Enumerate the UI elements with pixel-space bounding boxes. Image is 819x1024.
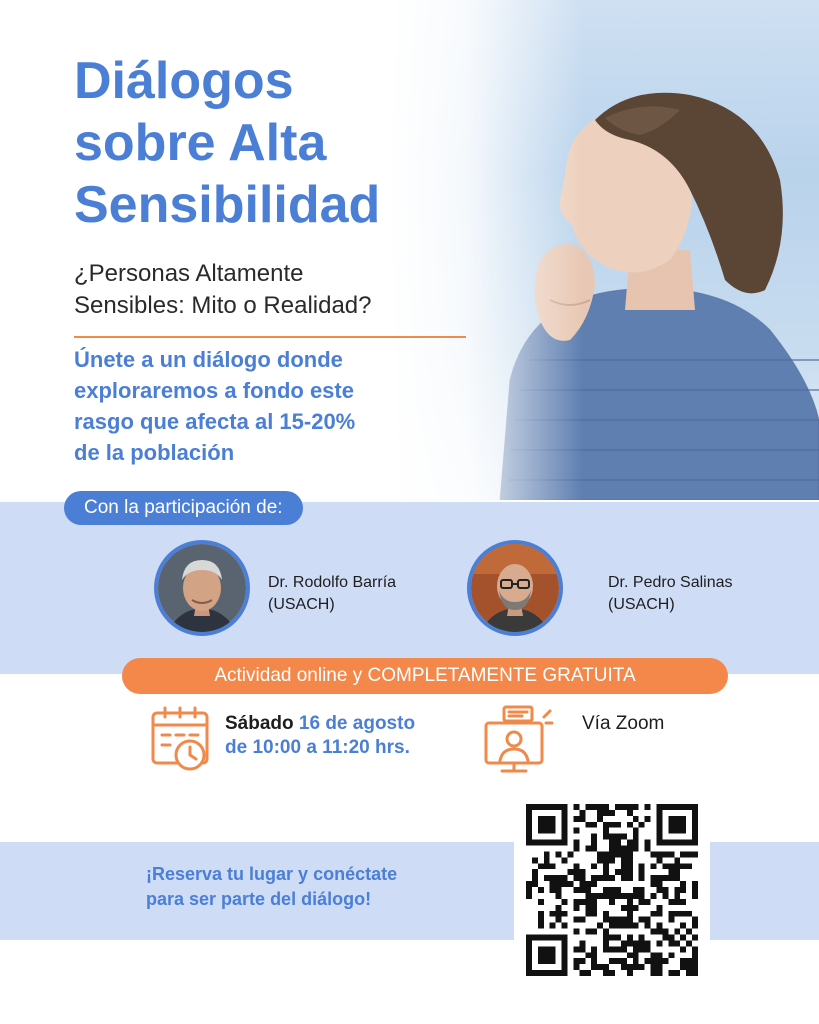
title-line-2: sobre Alta bbox=[74, 114, 327, 172]
free-activity-badge: Actividad online y COMPLETAMENTE GRATUITA bbox=[122, 658, 728, 694]
event-date bbox=[225, 712, 465, 760]
cta-line-2: para ser parte del diálogo! bbox=[146, 889, 372, 909]
divider bbox=[74, 336, 466, 338]
event-intro bbox=[74, 344, 474, 468]
event-day: Sábado bbox=[225, 713, 294, 734]
intro-line-4: de la población bbox=[74, 440, 235, 465]
title-line-3: Sensibilidad bbox=[74, 176, 381, 234]
subtitle-line-1: ¿Personas Altamente bbox=[74, 260, 304, 287]
video-call-icon bbox=[482, 703, 554, 780]
event-date-value: 16 de agosto bbox=[298, 713, 416, 734]
speaker-2-avatar bbox=[467, 540, 563, 636]
speaker-1-avatar bbox=[154, 540, 250, 636]
speaker-1-info bbox=[268, 572, 396, 616]
event-subtitle bbox=[74, 258, 474, 322]
title-line-1: Diálogos bbox=[74, 52, 294, 110]
calendar-clock-icon bbox=[150, 705, 212, 778]
qr-code-icon[interactable] bbox=[514, 792, 710, 988]
speaker-1-name: Dr. Rodolfo Barría bbox=[268, 574, 397, 591]
event-platform: Vía Zoom bbox=[582, 713, 665, 734]
intro-line-3: rasgo que afecta al 15-20% bbox=[74, 409, 356, 434]
event-time: de 10:00 a 11:20 hrs. bbox=[225, 737, 410, 758]
event-title bbox=[74, 50, 474, 236]
speaker-2-info bbox=[608, 572, 733, 616]
intro-line-2: exploraremos a fondo este bbox=[74, 378, 354, 403]
intro-line-1: Únete a un diálogo donde bbox=[74, 347, 343, 372]
speaker-1-affiliation: (USACH) bbox=[268, 596, 335, 613]
speaker-2-name: Dr. Pedro Salinas bbox=[608, 574, 733, 591]
cta-line-1: ¡Reserva tu lugar y conéctate bbox=[146, 864, 398, 884]
cta-text bbox=[146, 862, 486, 912]
participants-label: Con la participación de: bbox=[64, 491, 303, 525]
speaker-2-affiliation: (USACH) bbox=[608, 596, 675, 613]
subtitle-line-2: Sensibles: Mito o Realidad? bbox=[74, 292, 372, 319]
